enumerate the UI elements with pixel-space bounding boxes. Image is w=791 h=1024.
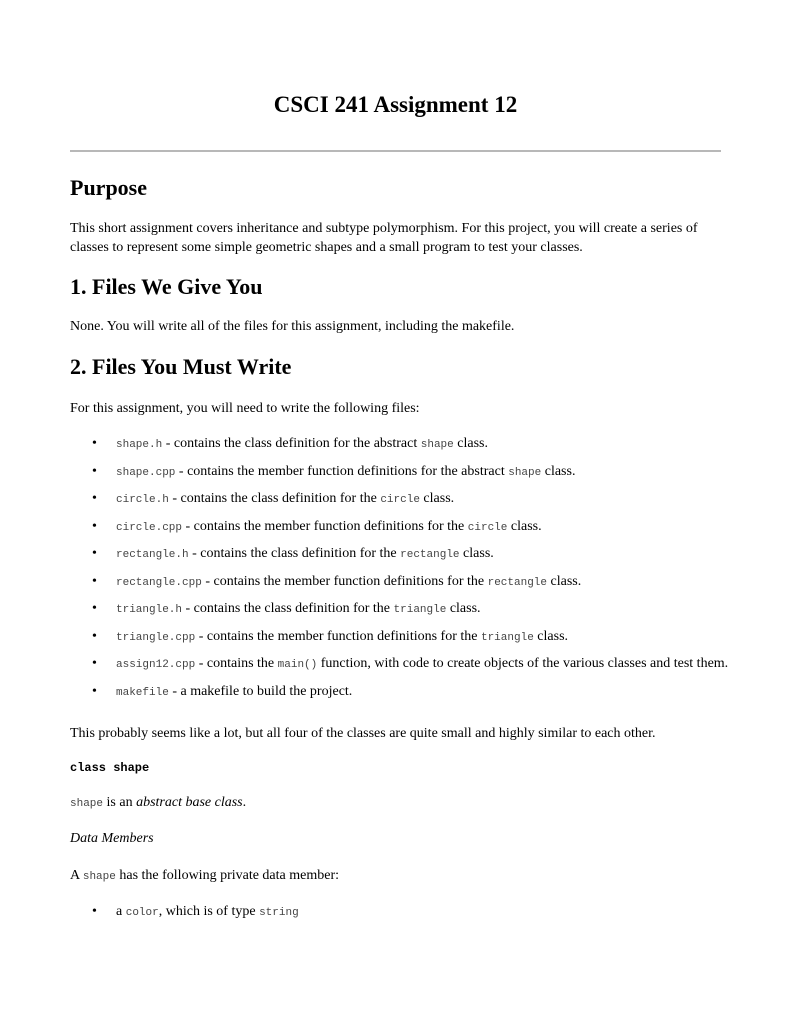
member-list: [70, 903, 730, 922]
class-code: triangle: [393, 604, 447, 616]
section2-intro: For this assignment, you will need to write the following files:: [70, 401, 420, 416]
purpose-heading: Purpose: [70, 175, 147, 200]
list-item: [70, 573, 730, 592]
file-desc-end: class.: [541, 463, 576, 479]
list-item: [70, 600, 730, 619]
file-name: triangle.cpp: [116, 631, 196, 644]
file-desc: - contains the member function definitions for the: [182, 518, 468, 534]
list-item: [70, 490, 730, 509]
class-shape-heading: [70, 758, 725, 778]
member-type: string: [259, 907, 299, 919]
member-b: , which is of type: [158, 904, 260, 919]
file-desc: - contains the member function definitions for the: [195, 628, 481, 644]
file-name: makefile: [116, 686, 169, 699]
file-name: shape.h: [116, 439, 163, 451]
class-code: triangle: [480, 631, 534, 644]
members-intro-code: shape: [82, 871, 116, 883]
file-name: triangle.h: [116, 604, 183, 616]
file-desc: - contains the member function definitions for the: [201, 573, 488, 589]
file-name: circle.cpp: [116, 521, 183, 534]
class-code: circle: [380, 494, 420, 506]
file-desc: - contains the: [195, 656, 278, 671]
function-code: main(): [277, 659, 318, 671]
file-list: [70, 435, 730, 710]
data-members-heading: Data Members: [70, 831, 154, 846]
section1-heading: 1. Files We Give You: [70, 274, 263, 299]
member-code: color: [125, 907, 159, 919]
members-intro: [70, 866, 725, 887]
list-item: [70, 435, 730, 454]
file-name: shape.cpp: [116, 466, 176, 479]
file-name: assign12.cpp: [116, 659, 196, 671]
file-desc: - contains the class definition for the abstract: [162, 436, 421, 451]
class-name-code: shape: [70, 798, 104, 810]
list-item: [70, 518, 730, 537]
class-code: shape: [420, 439, 454, 451]
file-desc: - contains the class definition for the: [182, 601, 394, 616]
file-desc-end: function, with code to create objects of the various classes and test them.: [317, 656, 729, 671]
class-shape-desc: [70, 793, 725, 814]
file-desc-end: class.: [419, 491, 455, 506]
page-title: CSCI 241 Assignment 12: [273, 92, 518, 117]
file-name: rectangle.cpp: [116, 576, 202, 589]
file-desc-end: class.: [507, 518, 542, 534]
list-item: [70, 683, 730, 702]
class-code: shape: [508, 466, 542, 479]
file-name: rectangle.h: [116, 549, 189, 561]
desc-end: .: [242, 795, 247, 810]
section2-summary: This probably seems like a lot, but all four of the classes are quite small and highly similar to each other.: [70, 726, 656, 741]
list-item: [70, 463, 730, 482]
file-desc-end: class.: [459, 546, 494, 561]
class-heading-code: class shape: [70, 761, 150, 775]
member-a: a: [116, 904, 126, 919]
file-desc: - contains the class definition for the: [168, 491, 381, 506]
members-intro-b: has the following private data member:: [115, 868, 340, 883]
file-desc-end: class.: [453, 436, 488, 451]
members-intro-a: A: [70, 868, 83, 883]
purpose-text: This short assignment covers inheritance and subtype polymorphism. For this project, you will create a series of classes to represent some simple geometric shapes and a small program to test your classes.: [70, 221, 698, 255]
desc-italic: abstract base class: [136, 795, 243, 810]
class-code: rectangle: [400, 549, 460, 561]
list-item: [70, 903, 730, 922]
section2-heading: 2. Files You Must Write: [70, 354, 292, 379]
file-desc-end: class.: [533, 628, 569, 644]
list-item: [70, 628, 730, 647]
file-desc-end: class.: [446, 601, 481, 616]
file-desc: - contains the class definition for the: [188, 546, 401, 561]
file-name: circle.h: [116, 494, 169, 506]
title-divider: [70, 150, 721, 152]
section1-text: None. You will write all of the files for this assignment, including the makefile.: [70, 319, 515, 334]
class-code: rectangle: [487, 576, 548, 589]
file-desc: - contains the member function definitions for the abstract: [175, 463, 509, 479]
list-item: [70, 545, 730, 564]
file-desc-end: class.: [547, 573, 582, 589]
list-item: [70, 655, 730, 674]
class-code: circle: [467, 521, 508, 534]
desc-text: is an: [103, 795, 137, 810]
file-desc: - a makefile to build the project.: [168, 683, 353, 699]
